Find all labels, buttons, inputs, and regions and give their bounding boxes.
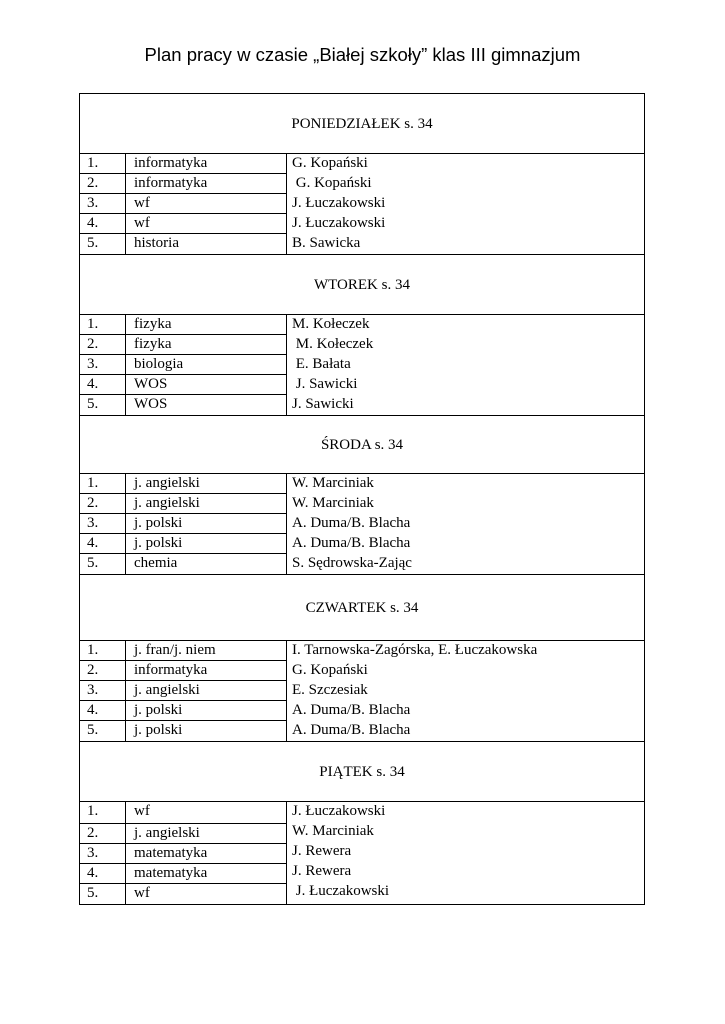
lesson-subject: wf (134, 885, 150, 901)
page-title: Plan pracy w czasie „Białej szkoły” klas III gimnazjum (144, 44, 581, 65)
lesson-number: 2. (80, 824, 126, 843)
lesson-row (80, 335, 286, 355)
lesson-subject: j. polski (134, 535, 183, 551)
lesson-row (80, 802, 286, 824)
lesson-number: 5. (80, 721, 126, 741)
lesson-number: 1. (80, 474, 126, 493)
teacher-name: J. Sawicki (292, 396, 354, 412)
lesson-subject: j. polski (134, 722, 183, 738)
lesson-row (80, 194, 286, 214)
lesson-row (80, 681, 286, 701)
lesson-row (80, 554, 286, 574)
teacher-name: I. Tarnowska-Zagórska, E. Łuczakowska (292, 642, 538, 658)
teacher-name: J. Łuczakowski (292, 883, 390, 899)
day-block (80, 575, 644, 742)
lesson-list (80, 802, 644, 904)
lesson-subject: WOS (134, 396, 168, 412)
lesson-subjects (80, 154, 287, 254)
lesson-number: 2. (80, 661, 126, 680)
lesson-subject: fizyka (134, 316, 172, 332)
lesson-subject: j. angielski (134, 825, 200, 841)
lesson-row (80, 375, 286, 395)
lesson-list (80, 474, 644, 574)
day-block (80, 94, 644, 255)
lesson-subject: historia (134, 235, 179, 251)
day-block (80, 255, 644, 416)
teacher-name: G. Kopański (292, 662, 368, 678)
lesson-subject: fizyka (134, 336, 172, 352)
lesson-number: 4. (80, 214, 126, 233)
lesson-subject: informatyka (134, 155, 208, 171)
lesson-subjects (80, 641, 287, 741)
teacher-list (287, 315, 644, 415)
lesson-list (80, 641, 644, 741)
lesson-subject: chemia (134, 555, 178, 571)
teacher-list (287, 474, 644, 574)
teacher-name: J. Sawicki (292, 376, 358, 392)
teacher-name: J. Łuczakowski (292, 803, 386, 819)
teacher-list (287, 154, 644, 254)
lesson-number: 1. (80, 154, 126, 173)
lesson-subjects (80, 315, 287, 415)
teacher-name: A. Duma/B. Blacha (292, 702, 411, 718)
lesson-number: 4. (80, 534, 126, 553)
teacher-name: W. Marciniak (292, 475, 374, 491)
lesson-row (80, 534, 286, 554)
lesson-row (80, 864, 286, 884)
lesson-row (80, 514, 286, 534)
lesson-subject: matematyka (134, 845, 208, 861)
lesson-row (80, 474, 286, 494)
lesson-list (80, 315, 644, 415)
lesson-row (80, 661, 286, 681)
teacher-name: M. Kołeczek (292, 316, 370, 332)
lesson-number: 4. (80, 864, 126, 883)
lesson-list (80, 154, 644, 254)
lesson-number: 1. (80, 802, 126, 823)
lesson-number: 1. (80, 315, 126, 334)
lesson-row (80, 641, 286, 661)
lesson-row (80, 174, 286, 194)
day-header: PONIEDZIAŁEK s. 34 (80, 94, 644, 154)
teacher-name: W. Marciniak (292, 823, 374, 839)
lesson-number: 3. (80, 514, 126, 533)
lesson-subject: j. angielski (134, 682, 200, 698)
lesson-row (80, 154, 286, 174)
day-block (80, 416, 644, 575)
lesson-row (80, 214, 286, 234)
lesson-row (80, 494, 286, 514)
lesson-number: 2. (80, 335, 126, 354)
teacher-name: E. Szczesiak (292, 682, 368, 698)
lesson-number: 5. (80, 884, 126, 904)
teacher-name: J. Łuczakowski (292, 195, 386, 211)
lesson-row (80, 884, 286, 904)
lesson-row (80, 701, 286, 721)
teacher-list (287, 802, 644, 904)
lesson-number: 3. (80, 355, 126, 374)
teacher-name: B. Sawicka (292, 235, 361, 251)
lesson-number: 1. (80, 641, 126, 660)
lesson-row (80, 844, 286, 864)
lesson-number: 4. (80, 701, 126, 720)
day-header: PIĄTEK s. 34 (80, 742, 644, 802)
lesson-number: 2. (80, 174, 126, 193)
lesson-subject: j. angielski (134, 495, 200, 511)
lesson-subject: wf (134, 803, 150, 819)
lesson-row (80, 234, 286, 254)
teacher-name: J. Łuczakowski (292, 215, 386, 231)
lesson-row (80, 355, 286, 375)
lesson-subjects (80, 474, 287, 574)
teacher-name: A. Duma/B. Blacha (292, 722, 411, 738)
lesson-subjects (80, 802, 287, 904)
lesson-subject: j. fran/j. niem (134, 642, 216, 658)
lesson-row (80, 315, 286, 335)
teacher-name: G. Kopański (292, 155, 368, 171)
lesson-number: 4. (80, 375, 126, 394)
schedule-table (79, 93, 645, 905)
teacher-name: G. Kopański (292, 175, 372, 191)
teacher-name: E. Bałata (292, 356, 351, 372)
lesson-subject: informatyka (134, 175, 208, 191)
day-block (80, 742, 644, 904)
teacher-name: M. Kołeczek (292, 336, 374, 352)
lesson-row (80, 721, 286, 741)
teacher-name: W. Marciniak (292, 495, 374, 511)
lesson-row (80, 824, 286, 844)
teacher-name: J. Rewera (292, 843, 352, 859)
lesson-subject: biologia (134, 356, 184, 372)
lesson-subject: j. angielski (134, 475, 200, 491)
teacher-list (287, 641, 644, 741)
lesson-row (80, 395, 286, 415)
lesson-number: 5. (80, 554, 126, 574)
lesson-number: 5. (80, 234, 126, 254)
lesson-subject: informatyka (134, 662, 208, 678)
lesson-subject: j. polski (134, 702, 183, 718)
day-header: WTOREK s. 34 (80, 255, 644, 315)
lesson-subject: j. polski (134, 515, 183, 531)
teacher-name: J. Rewera (292, 863, 352, 879)
teacher-name: A. Duma/B. Blacha (292, 535, 411, 551)
lesson-number: 2. (80, 494, 126, 513)
lesson-number: 5. (80, 395, 126, 415)
lesson-number: 3. (80, 844, 126, 863)
lesson-subject: WOS (134, 376, 168, 392)
lesson-subject: wf (134, 215, 150, 231)
teacher-name: S. Sędrowska-Zając (292, 555, 412, 571)
lesson-number: 3. (80, 194, 126, 213)
lesson-subject: matematyka (134, 865, 208, 881)
day-header: CZWARTEK s. 34 (80, 575, 644, 641)
lesson-subject: wf (134, 195, 150, 211)
day-header: ŚRODA s. 34 (80, 416, 644, 474)
lesson-number: 3. (80, 681, 126, 700)
teacher-name: A. Duma/B. Blacha (292, 515, 411, 531)
